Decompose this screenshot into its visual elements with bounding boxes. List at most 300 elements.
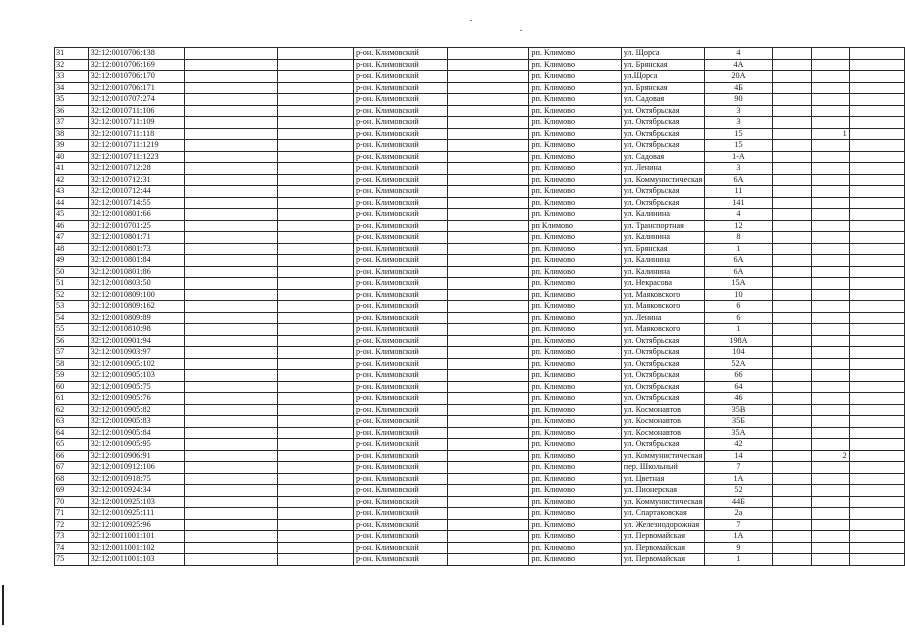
house-number-cell: 6 — [705, 301, 772, 313]
street-cell: ул. Железнодорожная — [621, 519, 705, 531]
row-number-cell: 59 — [55, 370, 89, 382]
row-number-cell: 47 — [55, 232, 89, 244]
table-row — [55, 370, 905, 382]
empty-cell — [278, 220, 354, 232]
empty-cell — [849, 82, 904, 94]
town-cell: рп. Климово — [529, 174, 621, 186]
house-number-cell: 52А — [705, 358, 772, 370]
table-row — [55, 220, 905, 232]
extra-value-cell — [812, 197, 850, 209]
empty-cell — [278, 82, 354, 94]
town-cell: рп. Климово — [529, 462, 621, 474]
empty-cell — [447, 59, 529, 71]
cadastral-number-cell: 32:12:0010707:274 — [88, 94, 185, 106]
empty-cell — [772, 404, 811, 416]
empty-cell — [447, 289, 529, 301]
house-number-cell: 4А — [705, 59, 772, 71]
house-number-cell: 90 — [705, 94, 772, 106]
empty-cell — [849, 427, 904, 439]
empty-cell — [185, 48, 278, 60]
street-cell: ул. Садовая — [621, 151, 705, 163]
scan-speck — [470, 20, 472, 21]
empty-cell — [447, 266, 529, 278]
empty-cell — [447, 370, 529, 382]
house-number-cell: 10 — [705, 289, 772, 301]
empty-cell — [278, 519, 354, 531]
district-cell: р-он. Климовский — [353, 335, 447, 347]
empty-cell — [447, 427, 529, 439]
empty-cell — [185, 370, 278, 382]
extra-value-cell — [812, 232, 850, 244]
empty-cell — [772, 105, 811, 117]
house-number-cell: 9 — [705, 542, 772, 554]
empty-cell — [278, 450, 354, 462]
empty-cell — [447, 94, 529, 106]
empty-cell — [278, 151, 354, 163]
empty-cell — [772, 473, 811, 485]
empty-cell — [278, 48, 354, 60]
empty-cell — [772, 266, 811, 278]
town-cell: рп. Климово — [529, 335, 621, 347]
row-number-cell: 60 — [55, 381, 89, 393]
empty-cell — [447, 508, 529, 520]
row-number-cell: 68 — [55, 473, 89, 485]
cadastral-number-cell: 32:12:0010905:83 — [88, 416, 185, 428]
empty-cell — [278, 94, 354, 106]
table-row — [55, 473, 905, 485]
table-row — [55, 508, 905, 520]
empty-cell — [447, 151, 529, 163]
house-number-cell: 141 — [705, 197, 772, 209]
street-cell: ул. Брянская — [621, 59, 705, 71]
empty-cell — [772, 220, 811, 232]
town-cell: рп. Климово — [529, 278, 621, 290]
cadastral-number-cell: 32:12:0010809:100 — [88, 289, 185, 301]
town-cell: рп. Климово — [529, 450, 621, 462]
house-number-cell: 35Б — [705, 416, 772, 428]
empty-cell — [849, 151, 904, 163]
empty-cell — [849, 381, 904, 393]
house-number-cell: 15 — [705, 140, 772, 152]
empty-cell — [278, 301, 354, 313]
row-number-cell: 39 — [55, 140, 89, 152]
empty-cell — [849, 94, 904, 106]
cadastral-number-cell: 32:12:0010901:94 — [88, 335, 185, 347]
district-cell: р-он. Климовский — [353, 416, 447, 428]
table-row — [55, 243, 905, 255]
extra-value-cell — [812, 427, 850, 439]
empty-cell — [849, 404, 904, 416]
house-number-cell: 4 — [705, 48, 772, 60]
cadastral-number-cell: 32:12:0010801:66 — [88, 209, 185, 221]
empty-cell — [849, 496, 904, 508]
street-cell: ул. Октябрьская — [621, 105, 705, 117]
cadastral-number-cell: 32:12:0010905:84 — [88, 427, 185, 439]
street-cell: ул. Щорса — [621, 48, 705, 60]
town-cell: рп. Климово — [529, 427, 621, 439]
house-number-cell: 6 — [705, 312, 772, 324]
empty-cell — [772, 197, 811, 209]
row-number-cell: 65 — [55, 439, 89, 451]
extra-value-cell — [812, 312, 850, 324]
empty-cell — [849, 358, 904, 370]
house-number-cell: 64 — [705, 381, 772, 393]
house-number-cell: 12 — [705, 220, 772, 232]
street-cell: ул. Пионерская — [621, 485, 705, 497]
empty-cell — [772, 278, 811, 290]
empty-cell — [849, 71, 904, 83]
row-number-cell: 67 — [55, 462, 89, 474]
street-cell: ул. Октябрьская — [621, 128, 705, 140]
extra-value-cell — [812, 278, 850, 290]
extra-value-cell — [812, 416, 850, 428]
empty-cell — [447, 163, 529, 175]
extra-value-cell — [812, 347, 850, 359]
street-cell: ул. Октябрьская — [621, 197, 705, 209]
table-row — [55, 48, 905, 60]
empty-cell — [185, 335, 278, 347]
extra-value-cell — [812, 554, 850, 566]
town-cell: рп. Климово — [529, 301, 621, 313]
empty-cell — [772, 59, 811, 71]
row-number-cell: 56 — [55, 335, 89, 347]
street-cell: ул. Маяковского — [621, 324, 705, 336]
extra-value-cell — [812, 71, 850, 83]
empty-cell — [447, 255, 529, 267]
town-cell: рп. Климово — [529, 94, 621, 106]
empty-cell — [447, 174, 529, 186]
row-number-cell: 58 — [55, 358, 89, 370]
town-cell: рп. Климово — [529, 519, 621, 531]
row-number-cell: 66 — [55, 450, 89, 462]
row-number-cell: 52 — [55, 289, 89, 301]
table-row — [55, 439, 905, 451]
empty-cell — [278, 404, 354, 416]
table-row — [55, 255, 905, 267]
binding-edge-mark — [2, 585, 4, 625]
district-cell: р-он. Климовский — [353, 324, 447, 336]
empty-cell — [185, 542, 278, 554]
town-cell: рп. Климово — [529, 48, 621, 60]
table-row — [55, 174, 905, 186]
table-row — [55, 278, 905, 290]
empty-cell — [185, 105, 278, 117]
table-row — [55, 163, 905, 175]
house-number-cell: 42 — [705, 439, 772, 451]
empty-cell — [278, 427, 354, 439]
table-row — [55, 266, 905, 278]
empty-cell — [185, 485, 278, 497]
table-row — [55, 312, 905, 324]
extra-value-cell — [812, 381, 850, 393]
row-number-cell: 74 — [55, 542, 89, 554]
cadastral-number-cell: 32:12:0010706:170 — [88, 71, 185, 83]
empty-cell — [185, 496, 278, 508]
empty-cell — [185, 416, 278, 428]
empty-cell — [278, 496, 354, 508]
empty-cell — [447, 278, 529, 290]
house-number-cell: 3 — [705, 117, 772, 129]
cadastral-number-cell: 32:12:0010801:71 — [88, 232, 185, 244]
street-cell: ул. Ленина — [621, 312, 705, 324]
table-row — [55, 209, 905, 221]
extra-value-cell — [812, 140, 850, 152]
cadastral-number-cell: 32:12:0010925:103 — [88, 496, 185, 508]
cadastral-number-cell: 32:12:0010711:1223 — [88, 151, 185, 163]
street-cell: ул. Первомайская — [621, 554, 705, 566]
house-number-cell: 6А — [705, 174, 772, 186]
empty-cell — [447, 117, 529, 129]
empty-cell — [849, 48, 904, 60]
district-cell: р-он. Климовский — [353, 151, 447, 163]
street-cell: ул. Октябрьская — [621, 370, 705, 382]
cadastral-number-cell: 32:12:0011001:102 — [88, 542, 185, 554]
cadastral-number-cell: 32:12:0010712:28 — [88, 163, 185, 175]
district-cell: р-он. Климовский — [353, 301, 447, 313]
empty-cell — [849, 542, 904, 554]
empty-cell — [772, 496, 811, 508]
district-cell: р-он. Климовский — [353, 358, 447, 370]
cadastral-number-cell: 32:12:0010925:111 — [88, 508, 185, 520]
street-cell: ул. Коммунистическая — [621, 450, 705, 462]
row-number-cell: 41 — [55, 163, 89, 175]
empty-cell — [772, 531, 811, 543]
empty-cell — [447, 220, 529, 232]
district-cell: р-он. Климовский — [353, 485, 447, 497]
empty-cell — [772, 209, 811, 221]
empty-cell — [185, 140, 278, 152]
empty-cell — [849, 485, 904, 497]
cadastral-number-cell: 32:12:0010711:109 — [88, 117, 185, 129]
street-cell: ул. Коммунистическая — [621, 496, 705, 508]
table-row — [55, 416, 905, 428]
empty-cell — [772, 151, 811, 163]
empty-cell — [185, 220, 278, 232]
street-cell: ул. Спартаковская — [621, 508, 705, 520]
empty-cell — [278, 174, 354, 186]
district-cell: р-он. Климовский — [353, 393, 447, 405]
table-row — [55, 531, 905, 543]
empty-cell — [278, 255, 354, 267]
street-cell: ул. Калинина — [621, 266, 705, 278]
empty-cell — [772, 519, 811, 531]
house-number-cell: 14 — [705, 450, 772, 462]
empty-cell — [185, 531, 278, 543]
district-cell: р-он. Климовский — [353, 105, 447, 117]
extra-value-cell — [812, 301, 850, 313]
town-cell: рп. Климово — [529, 128, 621, 140]
empty-cell — [278, 105, 354, 117]
empty-cell — [185, 381, 278, 393]
district-cell: р-он. Климовский — [353, 439, 447, 451]
empty-cell — [278, 393, 354, 405]
table-row — [55, 554, 905, 566]
table-row — [55, 105, 905, 117]
empty-cell — [849, 243, 904, 255]
street-cell: ул. Октябрьская — [621, 140, 705, 152]
cadastral-number-cell: 32:12:0010809:89 — [88, 312, 185, 324]
empty-cell — [185, 278, 278, 290]
town-cell: рп Климово — [529, 220, 621, 232]
row-number-cell: 55 — [55, 324, 89, 336]
table-row — [55, 324, 905, 336]
cadastral-number-cell: 32:12:0010810:98 — [88, 324, 185, 336]
empty-cell — [185, 151, 278, 163]
empty-cell — [849, 393, 904, 405]
empty-cell — [849, 105, 904, 117]
empty-cell — [185, 450, 278, 462]
district-cell: р-он. Климовский — [353, 462, 447, 474]
empty-cell — [447, 404, 529, 416]
empty-cell — [772, 71, 811, 83]
extra-value-cell — [812, 393, 850, 405]
empty-cell — [185, 71, 278, 83]
empty-cell — [849, 416, 904, 428]
table-row — [55, 117, 905, 129]
empty-cell — [447, 496, 529, 508]
empty-cell — [447, 439, 529, 451]
empty-cell — [849, 531, 904, 543]
row-number-cell: 43 — [55, 186, 89, 198]
empty-cell — [185, 473, 278, 485]
row-number-cell: 50 — [55, 266, 89, 278]
town-cell: рп. Климово — [529, 255, 621, 267]
street-cell: ул. Брянская — [621, 82, 705, 94]
empty-cell — [849, 554, 904, 566]
district-cell: р-он. Климовский — [353, 554, 447, 566]
cadastral-number-cell: 32:12:0010801:84 — [88, 255, 185, 267]
cadastral-number-cell: 32:12:0010801:73 — [88, 243, 185, 255]
house-number-cell: 1 — [705, 243, 772, 255]
extra-value-cell — [812, 163, 850, 175]
empty-cell — [447, 312, 529, 324]
table-row — [55, 71, 905, 83]
empty-cell — [772, 416, 811, 428]
register-rows — [55, 48, 905, 566]
extra-value-cell — [812, 496, 850, 508]
street-cell: ул. Брянская — [621, 243, 705, 255]
town-cell: рп. Климово — [529, 243, 621, 255]
district-cell: р-он. Климовский — [353, 370, 447, 382]
empty-cell — [772, 128, 811, 140]
extra-value-cell — [812, 404, 850, 416]
table-row — [55, 347, 905, 359]
empty-cell — [185, 508, 278, 520]
empty-cell — [278, 485, 354, 497]
empty-cell — [772, 485, 811, 497]
street-cell: ул. Маяковского — [621, 301, 705, 313]
extra-value-cell — [812, 289, 850, 301]
street-cell: ул. Калинина — [621, 209, 705, 221]
empty-cell — [849, 163, 904, 175]
row-number-cell: 45 — [55, 209, 89, 221]
town-cell: рп. Климово — [529, 485, 621, 497]
empty-cell — [849, 278, 904, 290]
empty-cell — [278, 347, 354, 359]
table-row — [55, 485, 905, 497]
row-number-cell: 73 — [55, 531, 89, 543]
cadastral-number-cell: 32:12:0011001:103 — [88, 554, 185, 566]
extra-value-cell — [812, 243, 850, 255]
extra-value-cell — [812, 117, 850, 129]
row-number-cell: 34 — [55, 82, 89, 94]
street-cell: ул. Транспортная — [621, 220, 705, 232]
empty-cell — [278, 128, 354, 140]
empty-cell — [849, 209, 904, 221]
extra-value-cell — [812, 473, 850, 485]
cadastral-number-cell: 32:12:0010711:1219 — [88, 140, 185, 152]
empty-cell — [278, 59, 354, 71]
town-cell: рп. Климово — [529, 59, 621, 71]
district-cell: р-он. Климовский — [353, 220, 447, 232]
cadastral-number-cell: 32:12:0010803:50 — [88, 278, 185, 290]
empty-cell — [185, 519, 278, 531]
table-row — [55, 450, 905, 462]
empty-cell — [447, 48, 529, 60]
district-cell: р-он. Климовский — [353, 197, 447, 209]
house-number-cell: 3 — [705, 105, 772, 117]
empty-cell — [278, 554, 354, 566]
row-number-cell: 42 — [55, 174, 89, 186]
extra-value-cell — [812, 266, 850, 278]
town-cell: рп. Климово — [529, 151, 621, 163]
empty-cell — [278, 312, 354, 324]
empty-cell — [447, 243, 529, 255]
empty-cell — [278, 71, 354, 83]
cadastral-number-cell: 32:12:0010712:44 — [88, 186, 185, 198]
row-number-cell: 46 — [55, 220, 89, 232]
empty-cell — [772, 508, 811, 520]
district-cell: р-он. Климовский — [353, 209, 447, 221]
district-cell: р-он. Климовский — [353, 278, 447, 290]
street-cell: ул. Октябрьская — [621, 381, 705, 393]
row-number-cell: 48 — [55, 243, 89, 255]
row-number-cell: 31 — [55, 48, 89, 60]
row-number-cell: 63 — [55, 416, 89, 428]
street-cell: ул. Ленина — [621, 163, 705, 175]
street-cell: ул. Октябрьская — [621, 393, 705, 405]
empty-cell — [772, 232, 811, 244]
empty-cell — [772, 439, 811, 451]
house-number-cell: 8 — [705, 232, 772, 244]
extra-value-cell — [812, 94, 850, 106]
house-number-cell: 20А — [705, 71, 772, 83]
empty-cell — [278, 416, 354, 428]
street-cell: ул. Космонавтов — [621, 416, 705, 428]
house-number-cell: 6А — [705, 266, 772, 278]
row-number-cell: 57 — [55, 347, 89, 359]
house-number-cell: 7 — [705, 462, 772, 474]
empty-cell — [447, 381, 529, 393]
row-number-cell: 71 — [55, 508, 89, 520]
district-cell: р-он. Климовский — [353, 347, 447, 359]
empty-cell — [447, 485, 529, 497]
empty-cell — [772, 554, 811, 566]
extra-value-cell — [812, 186, 850, 198]
table-row — [55, 197, 905, 209]
extra-value-cell — [812, 220, 850, 232]
district-cell: р-он. Климовский — [353, 427, 447, 439]
house-number-cell: 1 — [705, 554, 772, 566]
district-cell: р-он. Климовский — [353, 381, 447, 393]
empty-cell — [185, 82, 278, 94]
town-cell: рп. Климово — [529, 439, 621, 451]
house-number-cell: 52 — [705, 485, 772, 497]
empty-cell — [772, 335, 811, 347]
town-cell: рп. Климово — [529, 554, 621, 566]
empty-cell — [185, 404, 278, 416]
empty-cell — [278, 335, 354, 347]
